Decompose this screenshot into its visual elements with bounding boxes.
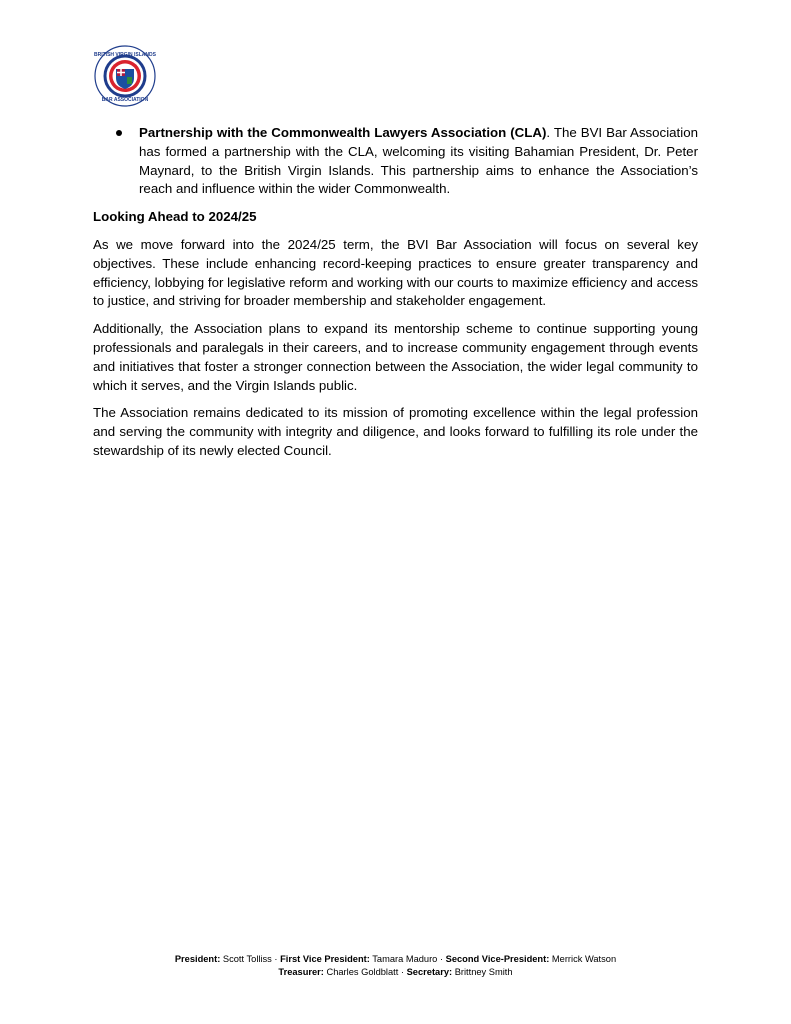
paragraph: Additionally, the Association plans to expand its mentorship scheme to continue supporting young professionals and paralegals in their careers, and to increase community engagement through events and initiatives that foster a stronger connection between the Association, the wider legal community to which it serves, and the Virgin Islands public. [93, 321, 698, 393]
separator: · [271, 954, 281, 964]
paragraph: As we move forward into the 2024/25 term, the BVI Bar Association will focus on several key objectives. These include enhancing record-keeping practices to ensure greater transparency and efficiency, lobbying for legislative reform and working with our courts to maximize efficiency and access to justice, and striving for broader membership and stakeholder engagement. [93, 236, 698, 309]
document-body [93, 124, 698, 470]
footer-line-1 [0, 953, 791, 966]
bullet-text [139, 124, 698, 199]
secretary-label: Secretary: [406, 966, 453, 977]
bar-association-logo [94, 45, 156, 107]
separator: · [398, 966, 407, 977]
bullet-icon [93, 124, 139, 199]
section-heading: Looking Ahead to 2024/25 [93, 209, 257, 225]
treasurer-label: Treasurer: [278, 966, 324, 977]
president-name: Scott Tolliss [222, 954, 272, 964]
svg-text:BRITISH VIRGIN ISLANDS: BRITISH VIRGIN ISLANDS [94, 52, 156, 58]
second-vp-name: Merrick Watson [551, 954, 617, 964]
council-footer [0, 953, 791, 978]
paragraph: The Association remains dedicated to its mission of promoting excellence within the legal profession and serving the community with integrity and diligence, and looks forward to fulfilling its role under the stewardship of its newly elected Council. [93, 405, 698, 458]
treasurer-name: Charles Goldblatt [326, 966, 399, 977]
second-vp-label: Second Vice-President: [445, 954, 550, 964]
president-label: President: [174, 954, 221, 964]
footer-line-2 [0, 966, 791, 979]
list-item [93, 124, 698, 199]
first-vp-label: First Vice President: [280, 954, 370, 964]
bullet-lead: Partnership with the Commonwealth Lawyers Association (CLA) [139, 125, 547, 140]
separator: · [437, 954, 446, 964]
first-vp-name: Tamara Maduro [372, 954, 438, 964]
bullet-rest: . The BVI Bar Association has formed a partnership with the CLA, welcoming its visiting Bahamian President, Dr. Peter Maynard, to the British Virgin Islands. This partnership aims to enhance the Association’s reach and influence within the wider Commonwealth. [139, 125, 698, 197]
svg-text:BAR ASSOCIATION: BAR ASSOCIATION [101, 97, 149, 103]
secretary-name: Brittney Smith [454, 966, 513, 977]
